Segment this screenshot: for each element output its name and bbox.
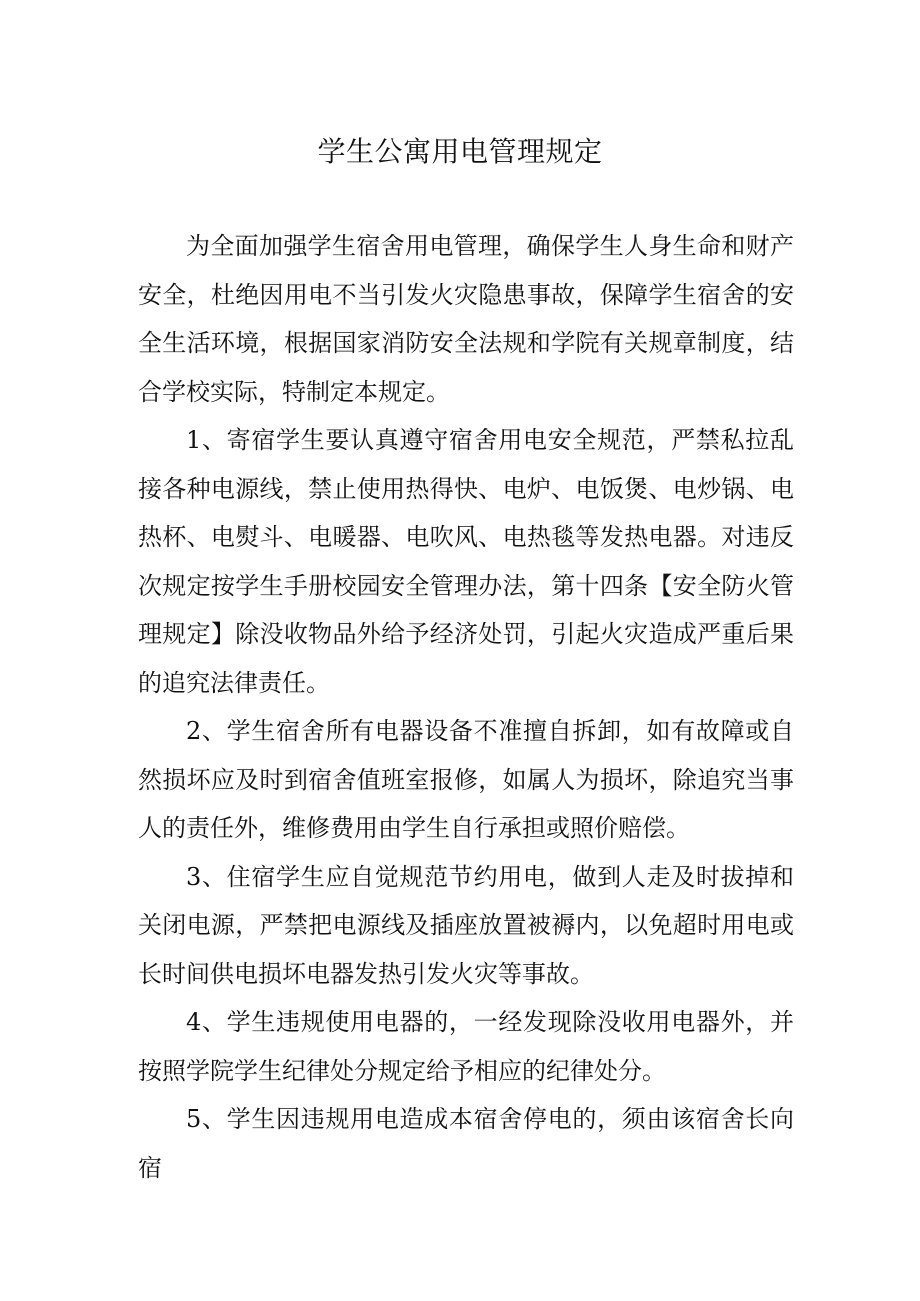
document-title: 学生公寓用电管理规定 <box>317 135 603 168</box>
rule-paragraph-3: 3、住宿学生应自觉规范节约用电，做到人走及时拔掉和关闭电源，严禁把电源线及插座放置被褥内，以免超时用电或长时间供电损坏电器发热引发火灾等事故。 <box>138 862 794 988</box>
rule-paragraph-1: 1、寄宿学生要认真遵守宿舍用电安全规范，严禁私拉乱接各种电源线，禁止使用热得快、电炉、电饭煲、电炒锅、电热杯、电熨斗、电暖器、电吹风、电热毯等发热电器。对违反次规定按学生手册校园安全管理办法，第十四条【安全防火管理规定】除没收物品外给予经济处罚，引起火灾造成严重后果的追究法律责任。 <box>138 426 794 697</box>
rule-paragraph-4: 4、学生违规使用电器的，一经发现除没收用电器外，并按照学院学生纪律处分规定给予相应的纪律处分。 <box>138 1008 794 1085</box>
document-body <box>138 222 794 1192</box>
rule-paragraph-5: 5、学生因违规用电造成本宿舍停电的，须由该宿舍长向宿 <box>138 1105 794 1182</box>
intro-paragraph: 为全面加强学生宿舍用电管理，确保学生人身生命和财产安全，杜绝因用电不当引发火灾隐患事故，保障学生宿舍的安全生活环境，根据国家消防安全法规和学院有关规章制度，结合学校实际，特制定本规定。 <box>138 232 794 406</box>
rule-paragraph-2: 2、学生宿舍所有电器设备不准擅自拆卸，如有故障或自然损坏应及时到宿舍值班室报修，如属人为损坏，除追究当事人的责任外，维修费用由学生自行承担或照价赔偿。 <box>138 717 794 842</box>
